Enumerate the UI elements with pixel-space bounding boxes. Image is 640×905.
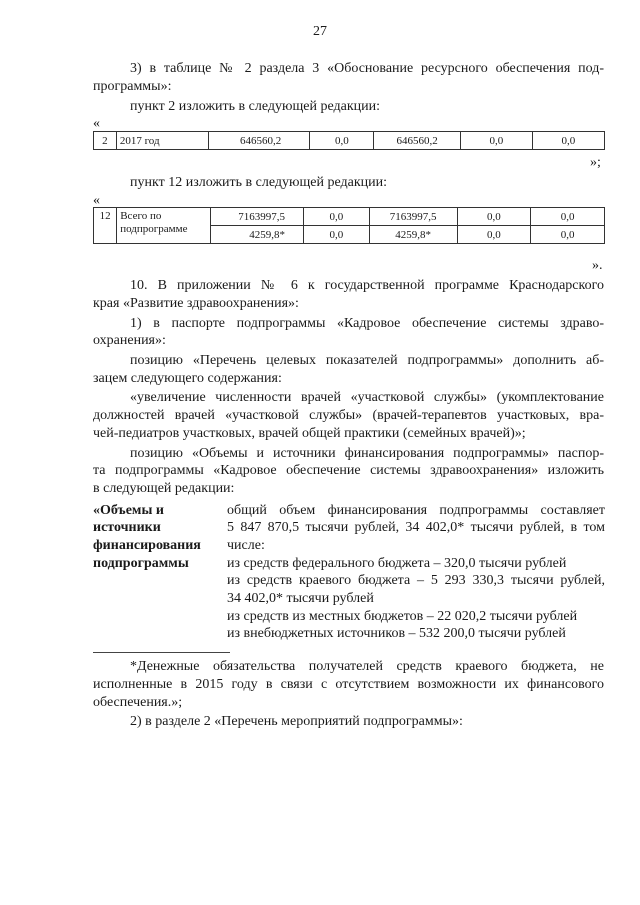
- table-cell-federal: 0,0: [304, 208, 370, 226]
- fin-label-line2: источники: [93, 520, 161, 535]
- table-cell-year: 2017 год: [116, 132, 208, 150]
- item10-1-line1: 1) в паспорте подпрограммы «Кадровое обеспечение системы здраво-: [130, 316, 604, 331]
- table-cell-extra: 0,0: [531, 226, 605, 244]
- quote-par-line3: чей-педиатров участковых, врачей общей практики (семейных врачей)»;: [93, 426, 526, 441]
- table-cell-regional: 7163997,5: [369, 208, 457, 226]
- item3-line1: 3) в таблице № 2 раздела 3 «Обоснование ресурсного обеспечения под-: [130, 61, 604, 76]
- position2-line2: та подпрограммы «Кадровое обеспечение системы здравоохранения» изложить: [93, 463, 604, 478]
- table2-close-quote: ».: [592, 258, 603, 273]
- footnote-line2: исполненные в 2015 году в связи с отсутствием возможности их финансового: [93, 677, 604, 692]
- table1-open-quote: «: [93, 116, 100, 131]
- punkt2-intro: пункт 2 изложить в следующей редакции:: [130, 99, 380, 114]
- fin-line6: 34 402,0* тысячи рублей: [227, 591, 374, 606]
- fin-line3: числе:: [227, 538, 265, 553]
- table-cell-extra: 0,0: [531, 208, 605, 226]
- position2-line1: позицию «Объемы и источники финансирования подпрограммы» паспор-: [130, 446, 604, 461]
- table-row: [94, 208, 605, 226]
- table2-open-quote: «: [93, 193, 100, 208]
- resource-table-row12: [93, 207, 605, 244]
- footnote-line3: обеспечения.»;: [93, 695, 183, 710]
- table-cell-regional: 646560,2: [374, 132, 460, 150]
- table-cell-regional: 4259,8*: [369, 226, 457, 244]
- item10-line2: края «Развитие здравоохранения»:: [93, 296, 299, 311]
- item10-line1: 10. В приложении № 6 к государственной программе Краснодарского: [130, 278, 604, 293]
- footnote-separator: [93, 652, 230, 653]
- position1-line2: зацем следующего содержания:: [93, 371, 282, 386]
- table-cell-total: 646560,2: [208, 132, 310, 150]
- table-cell-federal: 0,0: [304, 226, 370, 244]
- fin-label-line4: подпрограммы: [93, 556, 189, 571]
- punkt12-intro: пункт 12 изложить в следующей редакции:: [130, 175, 387, 190]
- fin-line4: из средств федерального бюджета – 320,0 тысячи рублей: [227, 556, 567, 571]
- table-cell-num: 12: [94, 208, 117, 244]
- fin-label-line3: финансирования: [93, 538, 201, 553]
- position1-line1: позицию «Перечень целевых показателей подпрограммы» дополнить аб-: [130, 353, 604, 368]
- table-row: [94, 132, 605, 150]
- item10-1-line2: охранения»:: [93, 333, 166, 348]
- table-cell-num: 2: [94, 132, 117, 150]
- item3-line2: программы»:: [93, 79, 172, 94]
- page-number: 27: [313, 24, 327, 39]
- fin-label-line1: «Объемы и: [93, 503, 164, 518]
- fin-line8: из внебюджетных источников – 532 200,0 тысячи рублей: [227, 626, 566, 641]
- position2-line3: в следующей редакции:: [93, 481, 235, 496]
- fin-line2: 5 847 870,5 тысячи рублей, 34 402,0* тысячи рублей, в том: [227, 520, 605, 535]
- footnote-line1: *Денежные обязательства получателей средств краевого бюджета, не: [130, 659, 604, 674]
- quote-par-line2: должностей врачей «участковой службы» (врачей-терапевтов участковых, вра-: [93, 408, 604, 423]
- table-cell-total: 4259,8*: [211, 226, 304, 244]
- fin-line7: из средств из местных бюджетов – 22 020,2 тысячи рублей: [227, 609, 578, 624]
- table-cell-label: Всего по подпрограмме: [117, 208, 211, 244]
- table-cell-extra: 0,0: [532, 132, 604, 150]
- table1-close-quote: »;: [590, 155, 601, 170]
- item10-2: 2) в разделе 2 «Перечень мероприятий подпрограммы»:: [130, 714, 463, 729]
- table-cell-total: 7163997,5: [211, 208, 304, 226]
- table-cell-local: 0,0: [460, 132, 532, 150]
- table-cell-local: 0,0: [457, 226, 531, 244]
- fin-line1: общий объем финансирования подпрограммы составляет: [227, 503, 605, 518]
- fin-line5: из средств краевого бюджета – 5 293 330,3 тысячи рублей,: [227, 573, 605, 588]
- resource-table-row2: [93, 131, 605, 150]
- table-cell-local: 0,0: [457, 208, 531, 226]
- quote-par-line1: «увеличение численности врачей «участковой службы» (укомплектование: [130, 390, 604, 405]
- table-cell-federal: 0,0: [310, 132, 374, 150]
